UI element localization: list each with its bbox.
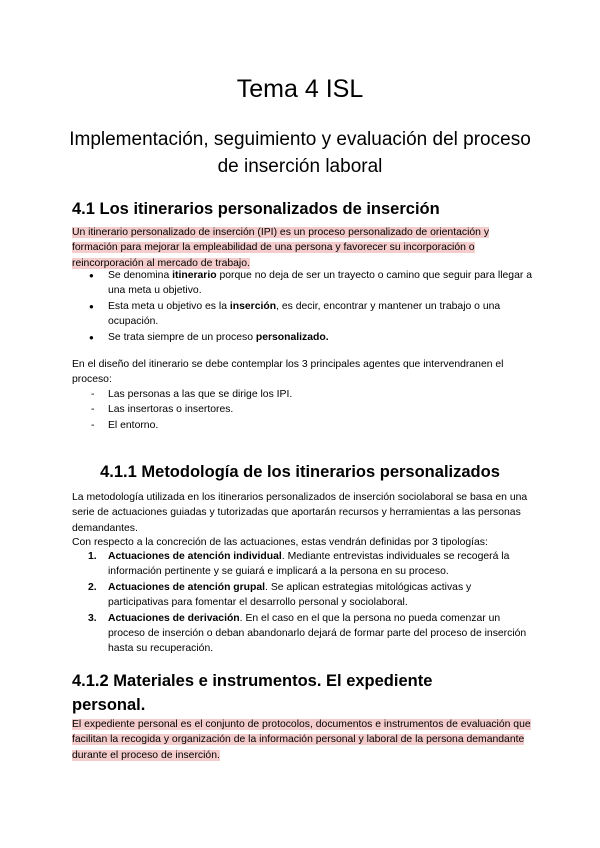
bullet-text: Esta meta u objetivo es la (108, 300, 230, 312)
list-number: 2. (88, 581, 97, 593)
bullet-text: Se denomina (108, 270, 173, 281)
list-item (72, 611, 532, 657)
list-item (72, 580, 532, 611)
section-4-1-bullets (72, 268, 532, 345)
list-item: - Las personas a las que se dirige los IPI. (72, 387, 532, 402)
highlighted-text: Un itinerario personalizado de inserción (IPI) es un proceso personalizado de orientación y formación para mejorar la empleabilidad de una persona y favorecer su incorporación o reincorporación al mercado de trabajo. (72, 227, 490, 269)
agents-list (72, 387, 532, 433)
section-4-1-1-p1: La metodología utilizada en los itinerarios personalizados de inserción sociolaboral se basa en una serie de actuaciones guiadas y tutorizadas que aportarán recursos y herramientas a las personas demandantes. (72, 492, 528, 534)
item-text: . En el caso en el que la persona no pueda comenzar un proceso de inserción o deban abandonarlo dejará de formar parte del proceso de inserción hasta su recuperación. (108, 612, 527, 655)
list-number: 3. (88, 612, 97, 624)
list-item (72, 299, 532, 330)
document-title: Tema 4 ISL (236, 75, 364, 103)
section-4-1-intro (72, 225, 532, 271)
section-4-1-1-p2: Con respecto a la concreción de las actuaciones, estas vendrán definidas por 3 tipologías: (72, 537, 488, 548)
list-item: - Las insertoras o insertores. (72, 402, 532, 417)
section-4-1-1-heading: 4.1.1 Metodología de los itinerarios personalizados (100, 463, 500, 481)
bullet-text: , es decir, encontrar y mantener un trabajo o una ocupación. (108, 300, 501, 328)
bullet-bold: personalizado. (255, 331, 329, 343)
document-subtitle: Implementación, seguimiento y evaluación del proceso de inserción laboral (69, 129, 531, 177)
bullet-text: porque no deja de ser un trayecto o camino que seguir para llegar a una meta u objetivo. (108, 270, 532, 297)
section-4-1-heading: 4.1 Los itinerarios personalizados de inserción (72, 200, 440, 218)
bullet-text: Se trata siempre de un proceso (108, 331, 256, 343)
highlighted-text: El expediente personal es el conjunto de protocolos, documentos e instrumentos de evaluación que facilitan la recogida y organización de la información personal y laboral de la persona demandante durante el proceso de inserción. (72, 719, 531, 761)
list-item: - El entorno. (72, 418, 532, 433)
item-bold: Actuaciones de atención grupal (108, 581, 266, 593)
item-text: . Se aplican estrategias mitológicas activas y participativas para fomentar el desarrollo personal y sociolaboral. (108, 581, 472, 609)
list-item (72, 330, 532, 345)
section-4-1-2-heading: 4.1.2 Materiales e instrumentos. El expediente personal. (72, 672, 433, 714)
item-bold: Actuaciones de atención individual (108, 551, 282, 562)
agents-intro: En el diseño del itinerario se debe contemplar los 3 principales agentes que intervendranen el proceso: (72, 359, 504, 386)
item-bold: Actuaciones de derivación (108, 612, 240, 624)
list-item (72, 549, 532, 580)
section-4-1-2-p1 (72, 717, 532, 763)
actuaciones-list (72, 549, 532, 657)
item-text: . Mediante entrevistas individuales se recogerá la información pertinente y se guiará e implicará a la persona en su proceso. (108, 551, 510, 578)
list-number: 1. (88, 551, 97, 562)
list-item (72, 268, 532, 299)
bullet-bold: itinerario (172, 270, 217, 281)
bullet-bold: inserción (229, 300, 277, 312)
